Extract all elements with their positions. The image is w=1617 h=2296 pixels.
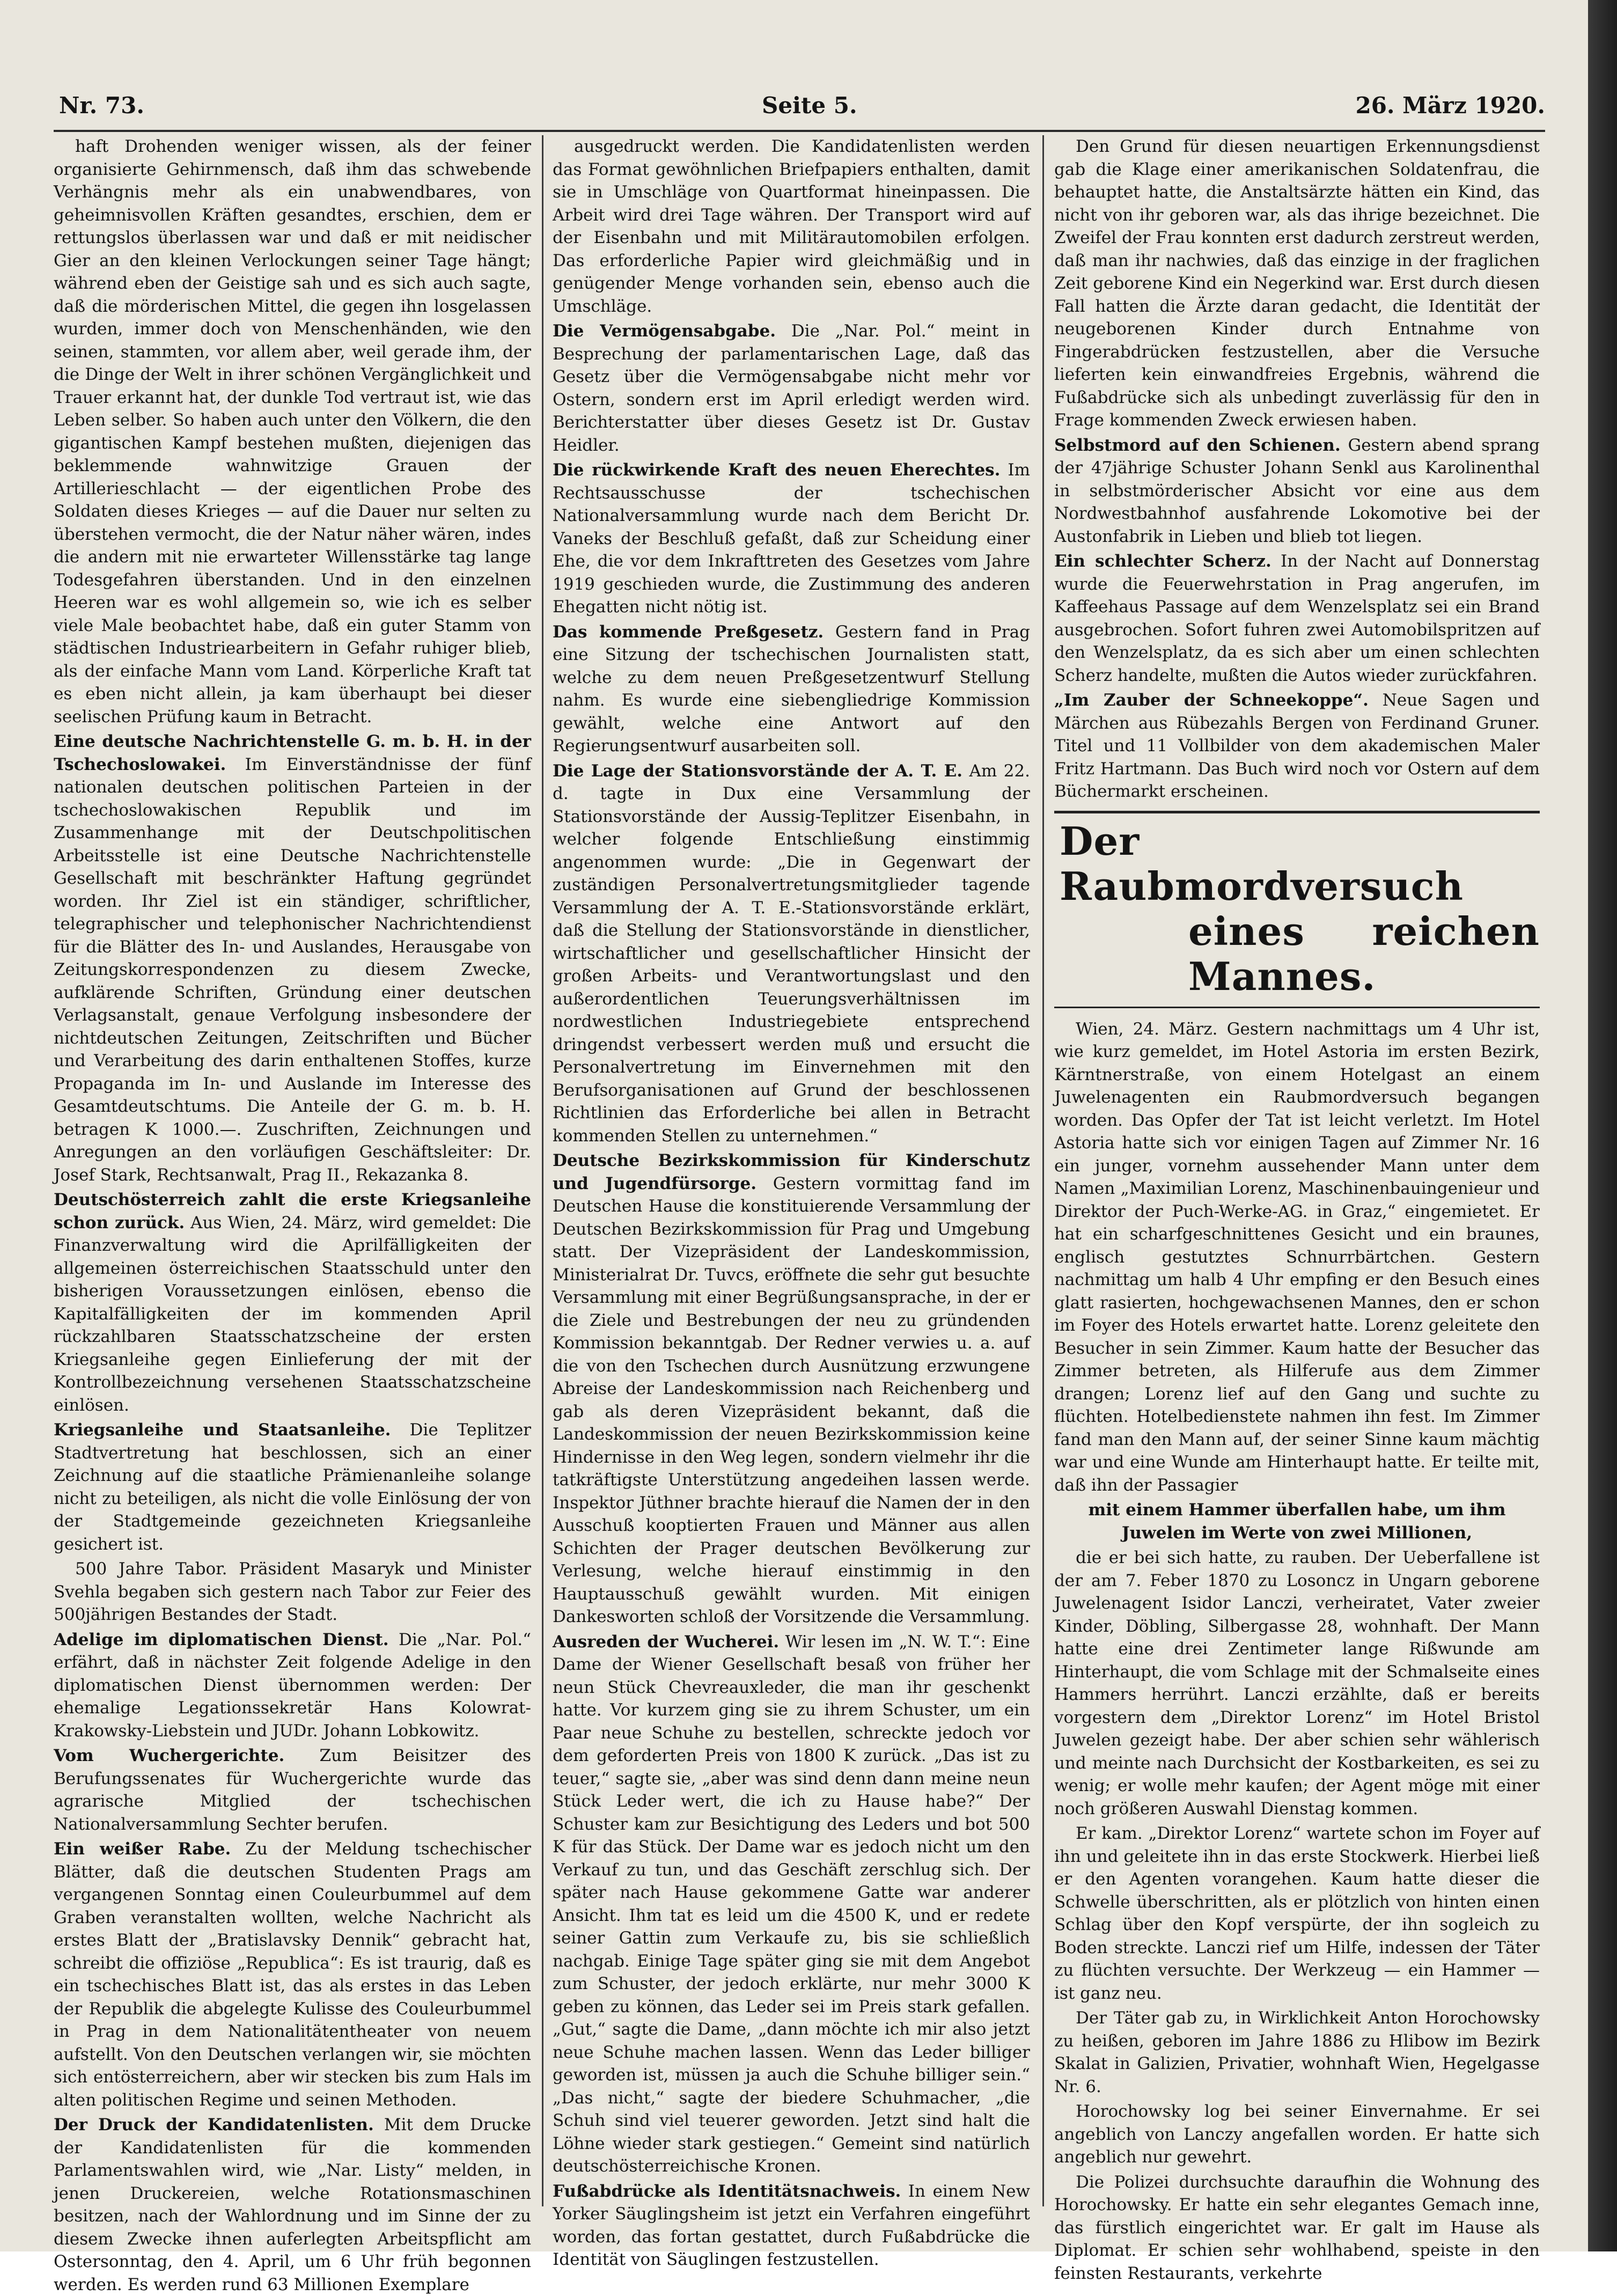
paragraph-text: In der Nacht auf Donnerstag wurde die Feuerwehrstation in Prag angerufen, im Kaffeehaus Passage auf dem Wenzelsplatz sei ein Brand ausgebrochen. Sofort fuhren zwei Automobilspritzen auf den Wenzelsplatz, da es sich aber um einen schlechten Scherz handelte, mußten die Autos wieder zurückfahren. xyxy=(1054,552,1540,685)
paragraph-heading: Eine deutsche Nachrichtenstelle G. m. b. H. in der Tschechoslowakei. xyxy=(54,732,531,774)
paragraph-text: Er kam. „Direktor Lorenz“ wartete schon im Foyer auf ihn und geleitete ihn in das erste Stockwerk. Hierbei ließ er den Agenten vorangehen. Kaum hatte dieser die Schwelle überschritten, als er plötzlich von hinten einen Schlag über den Kopf verspürte, der ihn sogleich zu Boden streckte. Lanczi rief um Hilfe, indessen der Täter zu flüchten versuchte. Der Werkzeug — ein Hammer — ist ganz neu. xyxy=(1054,1824,1540,2003)
paragraph-text: Zum Beisitzer des Berufungssenates für Wuchergerichte wurde das agrarische Mitglied der tschechischen Nationalversammlung Sechter berufen. xyxy=(54,1746,531,1834)
page-number: Seite 5. xyxy=(762,92,857,119)
column-3 xyxy=(1054,135,1540,2283)
paragraph-text: Mit dem Drucke der Kandidatenlisten für die kommenden Parlamentswahlen wird, wie „Nar. Listy“ melden, in jenen Druckereien, welche Rotationsmaschinen besitzen, nach der Wahlordnung und im Sinne der zu diesem Zwecke ihnen auferlegten Arbeitspflicht am Ostersonntag, den 4. April, um 6 Uhr früh begonnen werden. Es werden rund 63 Millionen Exemplare xyxy=(54,2115,531,2294)
paragraph-heading: Deutschösterreich zahlt die erste Kriegsanleihe schon zurück. xyxy=(54,1190,531,1233)
column-2 xyxy=(553,135,1031,2269)
paragraph-text: Zu der Meldung tschechischer Blätter, daß die deutschen Studenten Prags am vergangenen Sonntag einen Couleurbummel auf dem Graben veranstalten wollten, welche Nachricht als erstes Blatt der „Bratislavsky Dennik“ gebracht hat, schreibt die offiziöse „Republica“: Es ist traurig, daß es ein tschechisches Blatt ist, das als erstes in das Leben der Republik die abgelegte Kulisse des Couleurbummel in Prag in dem Nationalitätentheater von neuem aufstellt. Von den Deutschen verlangen wir, sie möchten sich entösterreichern, aber wir stecken bis zum Hals im alten politischen Regime und seinen Methoden. xyxy=(54,1839,532,2110)
news-paragraph xyxy=(553,135,1030,318)
paragraph-heading: „Im Zauber der Schneekoppe“. xyxy=(1054,691,1369,710)
paragraph-text: Wir lesen im „N. W. T.“: Eine Dame der Wiener Gesellschaft besaß von früher her neun Stück Chevreauxleder, die man ihr geschenkt hatte. Vor kurzem ging sie zu ihrem Schuster, um ein Paar neue Schuhe zu bestellen, schreckte jedoch vor dem geforderten Preis von 1800 K zurück. „Das ist zu teuer,“ sagte sie, „aber was sind denn dann meine neun Stück Leder wert, die ich zu Hause habe?“ Der Schuster kam zur Besichtigung des Leders und bot 500 K für das Stück. Der Dame war es jedoch nicht um den Verkauf zu tun, und das Geschäft zerschlug sich. Der später nach Hause gekommene Gatte war anderer Ansicht. Ihm tat es leid um die 4500 K, und er redete seiner Gattin zum Verkaufe zu, bis sie schließlich nachgab. Einige Tage später ging sie mit dem Angebot zum Schuster, der jedoch erklärte, nur mehr 3000 K geben zu können, das Leder sei im Preis stark gefallen. „Gut,“ sagte die Dame, „dann möchte ich mir also jetzt neue Schuhe machen lassen. Wenn das Leder billiger geworden ist, müssen ja auch die Schuhe billiger sein.“ „Das nicht,“ sagte der biedere Schuhmacher, „die Schuh sind viel teuerer geworden. Jetzt sind halt die Löhne wieder stark gestiegen.“ Gemeint sind natürlich deutschösterreichische Kronen. xyxy=(553,1632,1031,2176)
paragraph-text: die er bei sich hatte, zu rauben. Der Ueberfallene ist der am 7. Feber 1870 zu Losoncz in Ungarn geborene Juwelenagent Isidor Lanczi, verheiratet, Vater zweier Kinder, Döbling, Silbergasse 28, wohnhaft. Der Mann hatte eine drei Zentimeter lange Rißwunde am Hinterhaupt, die vom Schlage mit der Schmalseite eines Hammers herrührt. Lanczi erzählte, daß er bereits vorgestern dem „Direktor Lorenz“ im Hotel Bristol Juwelen gezeigt habe. Der aber schien sehr wählerisch und meinte nach Durchsicht der Kostbarkeiten, es sei zu wenig; er wolle mehr kaufen; der Agent möge mit einer noch größeren Auswahl Dienstag kommen. xyxy=(1054,1548,1540,1818)
news-paragraph xyxy=(54,135,531,728)
paragraph-text: Den Grund für diesen neuartigen Erkennungsdienst gab die Klage einer amerikanischen Soldatenfrau, die behauptet hatte, die Anstaltsärzte hätten ein Kind, das nicht von ihr geboren war, als das ihrige bezeichnet. Die Zweifel der Frau konnten erst dadurch zerstreut werden, daß man ihr nachwies, daß das einzige in der fraglichen Zeit geborene Kind ein Negerkind war. Erst durch diesen Fall hatten die Ärzte daran gedacht, die Identität der neugeborenen Kinder durch Entnahme von Fingerabdrücken festzustellen, aber die Versuche lieferten kein einwandfreies Ergebnis, während die Fußabdrücke sich als unbedingt zuverlässig für den in Frage kommenden Zweck erwiesen haben. xyxy=(1054,137,1540,430)
news-paragraph xyxy=(1054,689,1540,803)
page-edge xyxy=(1588,0,1617,2251)
paragraph-text: Gestern fand in Prag eine Sitzung der tschechischen Journalisten statt, welche zu dem neuen Preßgesetzentwurf Stellung nahm. Es wurde eine siebengliedrige Kommission gewählt, welche eine Antwort auf den Regierungsentwurf ausarbeiten soll. xyxy=(553,622,1030,755)
header-rule xyxy=(54,130,1545,132)
paragraph-text: ausgedruckt werden. Die Kandidatenlisten werden das Format gewöhnlichen Briefpapiers enthalten, damit sie in Umschläge von Quartformat hineinpassen. Die Arbeit wird drei Tage währen. Der Transport wird auf der Eisenbahn und mit Militärautomobilen erfolgen. Das erforderliche Papier wird gleichmäßig und in genügender Menge vorhanden sein, ebenso auch die Umschläge. xyxy=(553,137,1030,316)
page-header xyxy=(59,92,1545,130)
paragraph-text: Die „Nar. Pol.“ meint in Besprechung der parlamentarischen Lage, daß das Gesetz über die Vermögensabgabe nicht mehr vor Ostern, sondern erst im April erledigt werden wird. Berichterstatter über dieses Gesetz ist Dr. Gustav Heidler. xyxy=(553,321,1030,455)
paragraph-heading: Fußabdrücke als Identitätsnachweis. xyxy=(553,2181,901,2201)
paragraph-text: Gestern vormittag fand im Deutschen Hause die konstituierende Versammlung der Deutschen Bezirkskommission für Prag und Umgebung statt. Der Vizepräsident der Landeskommission, Ministerialrat Dr. Tuvcs, eröffnete die sehr gut besuchte Versammlung mit einer Begrüßungsansprache, in der er die Ziele und Bestrebungen der neu zu gründenden Kommission bekanntgab. Der Redner verwies u. a. auf die von den Tschechen durch Ausnützung erzwungene Abreise der Landeskommission nach Reichenberg und gab als deren Vizepräsident bekannt, daß die Landeskommission der neuen Bezirkskommission keine Hindernisse in den Weg legen, sondern vielmehr ihr die tatkräftigste Unterstützung angedeihen lassen werde. Inspektor Jüthner brachte hierauf die Namen der in den Ausschuß kooptierten Frauen und Männer aus allen Schichten der Prager deutschen Bevölkerung zur Verlesung, welche hierauf einstimmig in den Hauptausschuß gewählt wurden. Mit einigen Dankesworten schloß der Vorsitzende die Versammlung. xyxy=(553,1173,1030,1626)
paragraph-text: Im Rechtsausschusse der tschechischen Nationalversammlung wurde nach dem Bericht Dr. Vaneks der Beschluß gefaßt, daß zur Scheidung einer Ehe, die vor dem Inkrafttreten des Gesetzes vom Jahre 1919 geschieden wurde, die Zustimmung des anderen Ehegatten nicht nötig ist. xyxy=(553,460,1030,617)
paragraph-heading: Vom Wuchergerichte. xyxy=(54,1746,285,1765)
column-3-notes xyxy=(1054,135,1540,803)
news-paragraph xyxy=(1054,2007,1540,2098)
paragraph-text: Horochowsky log bei seiner Einvernahme. Er sei angeblich von Lanczy angefallen worden. Er hatte sich angeblich nur gewehrt. xyxy=(1054,2102,1540,2167)
paragraph-heading: Der Druck der Kandidatenlisten. xyxy=(54,2115,374,2134)
news-paragraph xyxy=(553,621,1030,758)
paragraph-text: In einem New Yorker Säuglingsheim ist jetzt ein Verfahren eingeführt worden, das fortan gestattet, durch Fußabdrücke die Identität von Säuglingen festzustellen. xyxy=(553,2181,1030,2269)
paragraph-heading: Die rückwirkende Kraft des neuen Eherechtes. xyxy=(553,460,1001,480)
paragraph-text: Aus Wien, 24. März, wird gemeldet: Die Finanzverwaltung wird die Aprilfälligkeiten der allgemeinen österreichischen Staatsschuld unter den bisherigen Voraussetzungen einlösen, ebenso die Kapitalfälligkeiten der im kommenden April rückzahlbaren Staatsschatzscheine der ersten Kriegsanleihe gegen Einlieferung der mit der Kontrollbezeichnung versehenen Staatsschatzscheine einlösen. xyxy=(54,1213,531,1415)
column-divider xyxy=(1042,135,1044,2206)
news-paragraph xyxy=(1054,135,1540,432)
news-paragraph xyxy=(553,2180,1030,2271)
news-paragraph xyxy=(54,1558,531,1626)
news-paragraph xyxy=(553,760,1030,1148)
news-paragraph xyxy=(1054,1499,1540,1544)
news-paragraph xyxy=(54,1629,531,1743)
news-paragraph xyxy=(553,320,1030,457)
news-paragraph xyxy=(54,1189,531,1417)
paragraph-heading: Ein weißer Rabe. xyxy=(54,1839,231,1859)
headline-line-1: Der Raubmordversuch xyxy=(1060,818,1464,909)
paragraph-text: Neue Sagen und Märchen aus Rübezahls Bergen von Ferdinand Gruner. Titel und 11 Vollbilder von dem akademischen Maler Fritz Hartmann. Das Buch wird noch vor Ostern auf dem Büchermarkt erscheinen. xyxy=(1054,691,1540,801)
paragraph-text: Die Teplitzer Stadtvertretung hat beschlossen, sich an einer Zeichnung auf die staatliche Prämienanleihe solange nicht zu beteiligen, als nicht die volle Einlösung der von der Stadtgemeinde gezeichneten Kriegsanleihe gesichert ist. xyxy=(54,1420,531,1554)
article-headline xyxy=(1054,811,1540,1008)
news-paragraph xyxy=(54,1419,531,1556)
news-paragraph xyxy=(54,1744,531,1836)
news-paragraph xyxy=(1054,550,1540,687)
article-body xyxy=(1054,1018,1540,2285)
news-paragraph xyxy=(1054,2100,1540,2169)
paragraph-text: haft Drohenden weniger wissen, als der feiner organisierte Gehirnmensch, daß ihm das schwebende Verhängnis mehr als ein unabwendbares, von geheimnisvollen Kräften gesandtes, erschien, dem er rettungslos überlassen war und daß er mit neidischer Gier an den kleinen Verlockungen seiner Tage hängt; während eben der Geistige sah und es sich auch sagte, daß die mörderischen Mittel, die gegen ihn losgelassen wurden, immer doch von Menschenhänden, wie den seinen, stammten, vor allem aber, weil gerade ihm, der die Dinge der Welt in ihrer schönen Vergänglichkeit und Trauer erkannt hat, der dunkle Tod vertraut ist, wie das Leben selber. So haben auch unter den Völkern, die den gigantischen Kampf bestehen mußten, diejenigen das beklemmende wahnwitzige Grauen der Artillerieschlacht — der eigentlichen Probe des Soldaten dieses Krieges — auf die Dauer nur selten zu überstehen vermocht, die der Natur näher wären, indes die andern mit nie erwarteter Willensstärke tag lange Todesgefahren überstanden. Und in den einzelnen Heeren war es wohl allgemein so, wie ich es selber viele Male beobachtet habe, daß ein guter Stamm von städtischen Industriearbeitern in Gefahr ruhiger blieb, als der einfache Mann vom Land. Körperliche Kraft tat es eben nicht allein, ja kam überhaupt bei dieser seelischen Prüfung kaum in Betracht. xyxy=(54,137,531,727)
paragraph-text: Wien, 24. März. Gestern nachmittags um 4 Uhr ist, wie kurz gemeldet, im Hotel Astoria im ersten Bezirk, Kärntnerstraße, von einem Hotelgast an einem Juwelenagenten ein Raubmordversuch begangen worden. Das Opfer der Tat ist leicht verletzt. Im Hotel Astoria hatte sich vor einigen Tagen auf Zimmer Nr. 16 ein junger, vornehm aussehender Mann unter dem Namen „Maximilian Lorenz, Maschinenbauingenieur und Direktor der Puch-Werke-AG. in Graz,“ eingemietet. Er hat ein scharfgeschnittenes Gesicht und ein braunes, englisch gestutztes Schnurrbärtchen. Gestern nachmittag um halb 4 Uhr empfing er den Besuch eines glatt rasierten, hochgewachsenen Mannes, den er schon im Foyer des Hotels erwartet hatte. Lorenz geleitete den Besucher in sein Zimmer. Kaum hatte der Besucher das Zimmer betreten, als Hilferufe aus dem Zimmer drangen; Lorenz lief auf den Gang und suchte zu flüchten. Hotelbedienstete nahmen ihn fest. Im Zimmer fand man den Mann auf, der seiner Sinne kaum mächtig war und eine Wunde am Hinterhaupt hatte. Er teilte mit, daß ihn der Passagier xyxy=(1054,1019,1540,1495)
headline-line-2: eines reichen Mannes. xyxy=(1188,908,1540,999)
news-paragraph xyxy=(1054,1822,1540,2005)
issue-number: Nr. 73. xyxy=(59,92,144,119)
issue-date: 26. März 1920. xyxy=(1355,92,1545,119)
news-paragraph xyxy=(1054,2171,1540,2285)
paragraph-heading: Das kommende Preßgesetz. xyxy=(553,622,824,642)
news-paragraph xyxy=(1054,1018,1540,1497)
paragraph-text: Der Täter gab zu, in Wirklichkeit Anton Horochowsky zu heißen, geboren im Jahre 1886 zu Hlibow im Bezirk Skalat in Galizien, Privatier, wohnhaft Wien, Hegelgasse Nr. 6. xyxy=(1054,2008,1540,2096)
paragraph-heading: Die Vermögensabgabe. xyxy=(553,321,776,341)
paragraph-heading: Die Lage der Stationsvorstände der A. T. E. xyxy=(553,761,963,781)
paragraph-heading: Deutsche Bezirkskommission für Kinderschutz und Jugendfürsorge. xyxy=(553,1151,1030,1193)
paragraph-heading: Ein schlechter Scherz. xyxy=(1054,552,1271,571)
news-paragraph xyxy=(1054,1546,1540,1820)
news-paragraph xyxy=(553,1631,1030,2178)
paragraph-text: mit einem Hammer überfallen habe, um ihm Juwelen im Werte von zwei Millionen, xyxy=(1088,1500,1506,1543)
news-paragraph xyxy=(54,2114,531,2296)
news-paragraph xyxy=(553,1149,1030,1629)
paragraph-heading: Adelige im diplomatischen Dienst. xyxy=(54,1630,389,1649)
news-paragraph xyxy=(54,1838,531,2111)
column-divider xyxy=(542,135,543,2206)
paragraph-text: Gestern abend sprang der 47jährige Schuster Johann Senkl aus Karolinenthal in selbstmörderischer Absicht vor eine aus dem Nordwestbahnhof ausfahrende Lokomotive bei der Austonfabrik in Lieben und blieb tot liegen. xyxy=(1054,435,1540,546)
paragraph-text: Die „Nar. Pol.“ erfährt, daß in nächster Zeit folgende Adelige in den diplomatischen Dienst übernommen werden: Der ehemalige Legationssekretär Hans Kolowrat-Krakowsky-Liebstein und JUDr. Johann Lobkowitz. xyxy=(54,1630,531,1741)
paragraph-heading: Kriegsanleihe und Staatsanleihe. xyxy=(54,1420,391,1440)
news-paragraph xyxy=(1054,434,1540,548)
paragraph-heading: Ausreden der Wucherei. xyxy=(553,1632,780,1652)
paragraph-heading: Selbstmord auf den Schienen. xyxy=(1054,435,1341,455)
column-1 xyxy=(54,135,532,2294)
paragraph-text: 500 Jahre Tabor. Präsident Masaryk und Minister Svehla begaben sich gestern nach Tabor zur Feier des 500jährigen Bestandes der Stadt. xyxy=(54,1559,531,1624)
paragraph-text: Die Polizei durchsuchte daraufhin die Wohnung des Horochowsky. Er hatte ein sehr elegantes Gemach inne, das fürstlich eingerichtet war. Er galt im Hause als Diplomat. Er schien sehr wohlhabend, speiste in den feinsten Restaurants, verkehrte xyxy=(1054,2172,1540,2283)
paragraph-text: Im Einverständnisse der fünf nationalen deutschen politischen Parteien in der tschechoslowakischen Republik und im Zusammenhange mit der Deutschpolitischen Arbeitsstelle ist eine Deutsche Nachrichtenstelle Gesellschaft mit beschränkter Haftung gegründet worden. Ihr Ziel ist ein ständiger, schriftlicher, telegraphischer und telephonischer Nachrichtendienst für die Blätter des In- und Auslandes, Herausgabe von Zeitungskorrespondenzen zu diesem Zwecke, aufklärende Schriften, Gründung einer deutschen Verlagsanstalt, genaue Verfolgung insbesondere der nichtdeutschen Zeitungen, Zeitschriften und Bücher und Verarbeitung des darin enthaltenen Stoffes, kurze Propaganda im In- und Auslande im Interesse des Gesamtdeutschtums. Die Anteile der G. m. b. H. betragen K 1000.—. Zuschriften, Zeichnungen und Anregungen an den vorläufigen Geschäftsleiter: Dr. Josef Stark, Rechtsanwalt, Prag II., Rekazanka 8. xyxy=(54,754,531,1185)
news-paragraph xyxy=(54,730,531,1186)
paragraph-text: Am 22. d. tagte in Dux eine Versammlung der Stationsvorstände der Aussig-Teplitzer Eisenbahn, in welcher folgende Entschließung einstimmig angenommen wurde: „Die in Gegenwart der zuständigen Personalvertretungsmitglieder tagende Versammlung der A. T. E.-Stationsvorstände erklärt, daß die Stellung der Stationsvorstände in dienstlicher, wirtschaftlicher und gesellschaftlicher Hinsicht der großen Arbeits- und Verantwortungslast und den außerordentlichen Teuerungsverhältnissen im nordwestlichen Industriegebiete entsprechend dringendst verbessert werden muß und ersucht die Personalvertretung im Einvernehmen mit den Berufsorganisationen auf Grund der beschlossenen Richtlinien das Erforderliche bei allen in Betracht kommenden Stellen zu unternehmen.“ xyxy=(553,761,1030,1146)
news-paragraph xyxy=(553,459,1030,619)
